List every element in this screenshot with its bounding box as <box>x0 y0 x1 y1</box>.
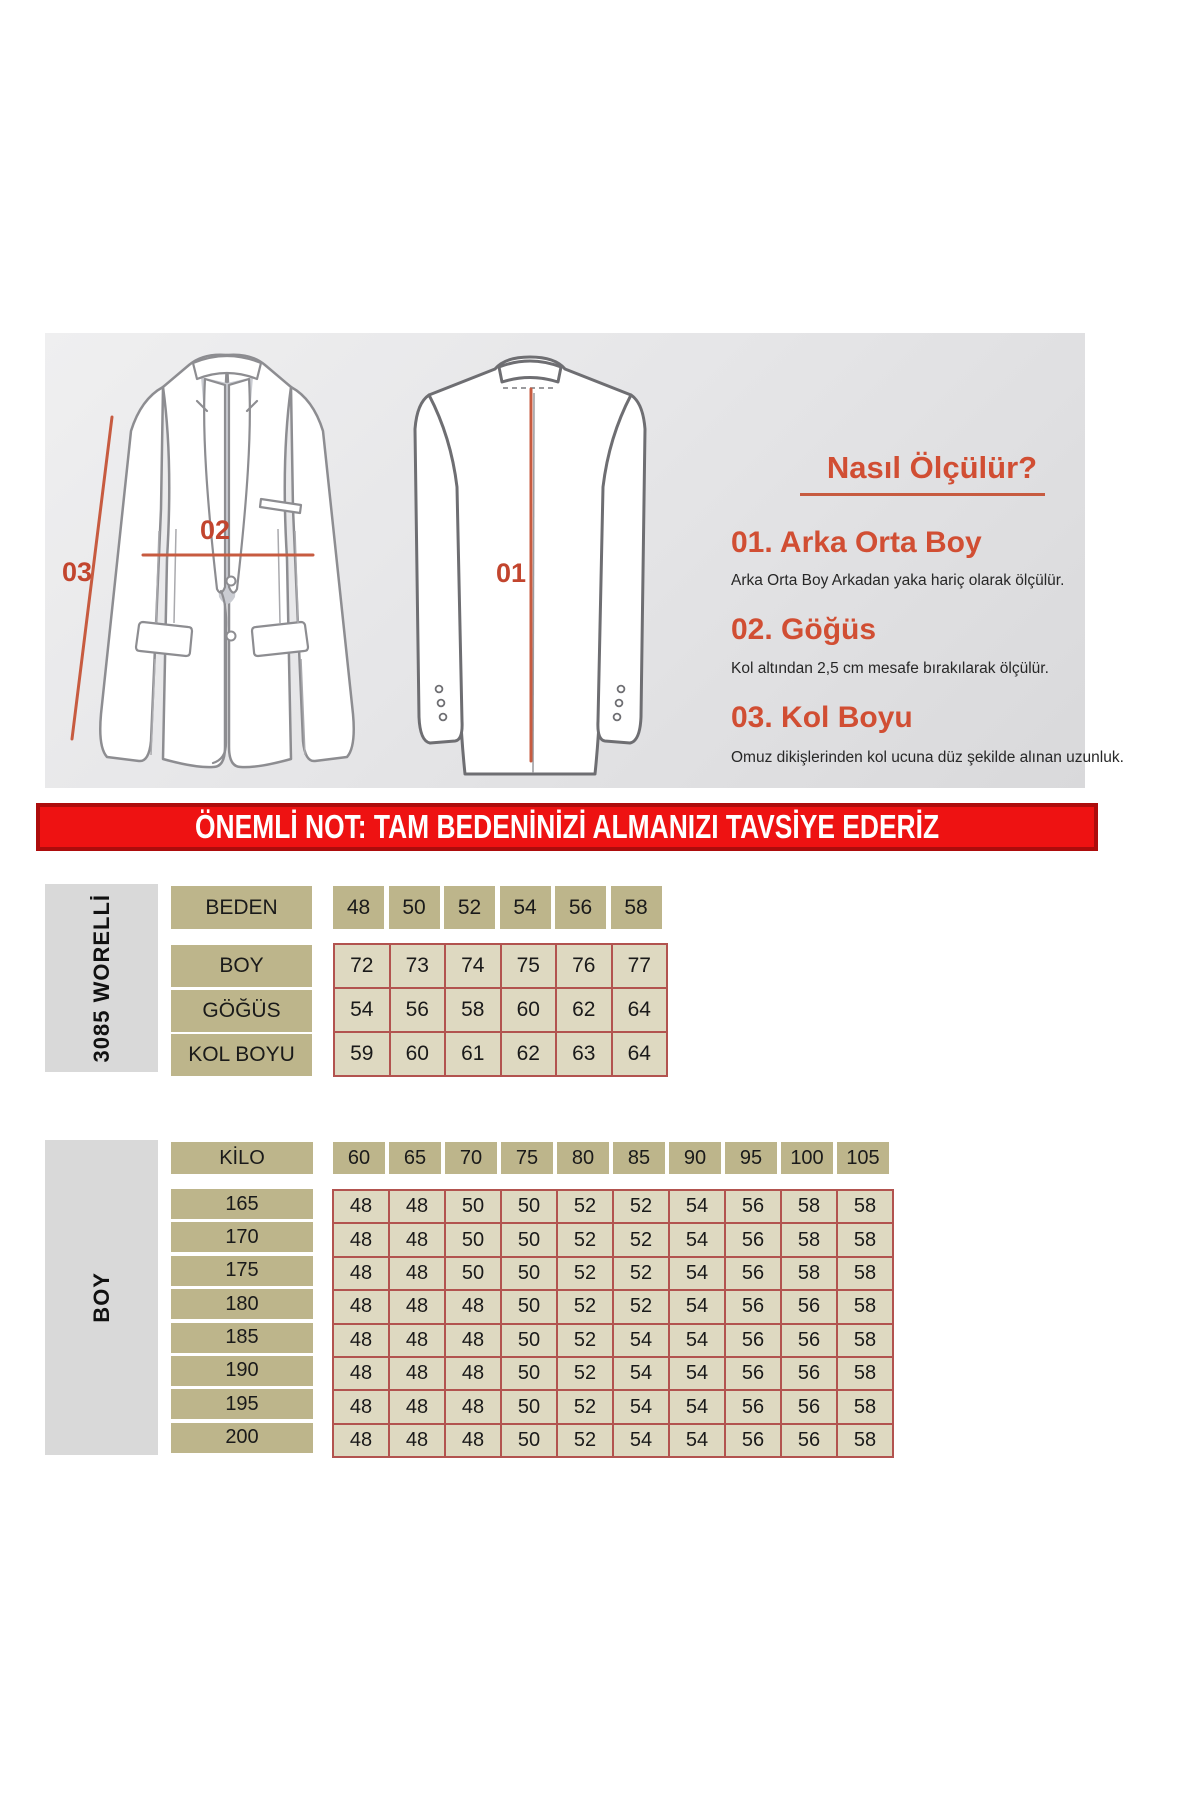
weight-row-label: 180 <box>171 1289 313 1319</box>
size-value-cell: 76 <box>556 944 612 988</box>
weight-value-cell: 58 <box>781 1223 837 1256</box>
weight-header-label: KİLO <box>171 1142 313 1174</box>
weight-value-cell: 58 <box>837 1390 893 1423</box>
weight-value-cell: 56 <box>725 1424 781 1457</box>
size-value-cell: 73 <box>390 944 446 988</box>
weight-value-cell: 56 <box>781 1357 837 1390</box>
weight-value-cell: 48 <box>445 1290 501 1323</box>
weight-value-cell: 48 <box>445 1357 501 1390</box>
weight-value-cell: 56 <box>781 1390 837 1423</box>
weight-value-cell: 52 <box>557 1357 613 1390</box>
weight-value-cell: 54 <box>669 1223 725 1256</box>
back-cuff-button <box>618 686 625 693</box>
weight-header-values <box>333 1142 889 1174</box>
weight-value-cell: 58 <box>837 1324 893 1357</box>
weight-value-cell: 50 <box>501 1324 557 1357</box>
measure-diagram-panel <box>45 333 1124 788</box>
weight-value-cell: 52 <box>557 1324 613 1357</box>
weight-value-cell: 58 <box>837 1190 893 1223</box>
weight-value-cell: 52 <box>613 1257 669 1290</box>
size-value-cell: 58 <box>445 988 501 1032</box>
weight-value-cell: 50 <box>501 1190 557 1223</box>
weight-value-cell: 54 <box>613 1324 669 1357</box>
weight-value-cell: 52 <box>557 1390 613 1423</box>
weight-table-side-box <box>45 1140 158 1455</box>
weight-value-cell: 58 <box>837 1290 893 1323</box>
weight-row-labels <box>171 1189 313 1453</box>
weight-value-cell: 54 <box>669 1390 725 1423</box>
jacket-front-diagram <box>55 339 385 789</box>
size-row-label: KOL BOYU <box>171 1034 312 1076</box>
size-header-cell: 54 <box>500 886 551 929</box>
size-table-side-label: 3085 WORELLİ <box>88 893 114 1063</box>
weight-value-cell: 48 <box>333 1257 389 1290</box>
weight-value-cell: 58 <box>781 1190 837 1223</box>
weight-value-cell: 48 <box>389 1357 445 1390</box>
size-value-cell: 59 <box>334 1032 390 1076</box>
weight-value-cell: 54 <box>669 1190 725 1223</box>
weight-value-cell: 52 <box>613 1223 669 1256</box>
front-button-1 <box>227 577 236 586</box>
size-row-label: BOY <box>171 945 312 987</box>
back-cuff-button <box>616 700 623 707</box>
weight-value-cell: 54 <box>669 1324 725 1357</box>
size-row-label: GÖĞÜS <box>171 990 312 1032</box>
size-header-cell: 56 <box>555 886 606 929</box>
section-heading-gogus: 02. Göğüs <box>731 613 877 646</box>
size-value-cell: 74 <box>445 944 501 988</box>
size-header-cell: 52 <box>444 886 495 929</box>
back-cuff-button <box>438 700 445 707</box>
section-heading-arka-orta-boy: 01. Arka Orta Boy <box>731 526 982 559</box>
back-center-seam <box>533 393 534 773</box>
size-header-values <box>333 886 662 929</box>
weight-value-cell: 56 <box>725 1223 781 1256</box>
back-cuff-button <box>440 714 447 721</box>
back-cuff-button <box>614 714 621 721</box>
weight-value-cell: 48 <box>333 1390 389 1423</box>
weight-value-cell: 50 <box>501 1424 557 1457</box>
weight-row-label: 190 <box>171 1356 313 1386</box>
weight-value-cell: 56 <box>725 1190 781 1223</box>
size-row-labels <box>171 945 312 1076</box>
weight-value-cell: 48 <box>333 1223 389 1256</box>
size-value-cell: 56 <box>390 988 446 1032</box>
size-value-cell: 64 <box>612 1032 668 1076</box>
weight-value-cell: 56 <box>781 1424 837 1457</box>
size-value-cell: 62 <box>501 1032 557 1076</box>
weight-value-cell: 56 <box>725 1290 781 1323</box>
weight-value-cell: 54 <box>669 1424 725 1457</box>
weight-value-cell: 52 <box>557 1257 613 1290</box>
front-pocket-left <box>136 622 192 656</box>
weight-value-cell: 48 <box>389 1390 445 1423</box>
size-header-label: BEDEN <box>171 886 312 929</box>
weight-header-cell: 60 <box>333 1142 385 1174</box>
size-table-side-box <box>45 884 158 1072</box>
weight-row-label: 200 <box>171 1423 313 1453</box>
back-collar <box>499 361 561 382</box>
section-desc-gogus: Kol altından 2,5 cm mesafe bırakılarak ölçülür. <box>731 660 1049 677</box>
weight-value-cell: 50 <box>501 1223 557 1256</box>
size-value-cell: 75 <box>501 944 557 988</box>
size-value-cell: 62 <box>556 988 612 1032</box>
weight-row-label: 195 <box>171 1389 313 1419</box>
weight-header-cell: 95 <box>725 1142 777 1174</box>
weight-value-cell: 56 <box>781 1290 837 1323</box>
size-value-cell: 63 <box>556 1032 612 1076</box>
weight-value-cell: 56 <box>725 1390 781 1423</box>
weight-value-cell: 48 <box>389 1223 445 1256</box>
size-header-cell: 58 <box>611 886 662 929</box>
weight-value-cell: 52 <box>613 1290 669 1323</box>
weight-value-cell: 54 <box>669 1290 725 1323</box>
weight-value-cell: 54 <box>613 1357 669 1390</box>
weight-value-cell: 52 <box>613 1190 669 1223</box>
weight-value-cell: 50 <box>501 1290 557 1323</box>
weight-header-cell: 80 <box>557 1142 609 1174</box>
weight-value-cell: 48 <box>389 1324 445 1357</box>
weight-value-cell: 48 <box>389 1290 445 1323</box>
weight-value-cell: 48 <box>333 1190 389 1223</box>
size-header-cell: 50 <box>389 886 440 929</box>
weight-value-cell: 56 <box>725 1257 781 1290</box>
weight-value-cell: 48 <box>333 1424 389 1457</box>
weight-value-cell: 52 <box>557 1290 613 1323</box>
title-underline <box>800 493 1045 496</box>
weight-value-cell: 56 <box>725 1357 781 1390</box>
weight-value-cell: 48 <box>389 1424 445 1457</box>
howto-title: Nasıl Ölçülür? <box>826 450 1038 485</box>
weight-value-cell: 54 <box>669 1257 725 1290</box>
front-pocket-right <box>252 622 308 656</box>
size-value-cell: 77 <box>612 944 668 988</box>
howto-block <box>731 431 1124 787</box>
size-header-cell: 48 <box>333 886 384 929</box>
weight-value-cell: 52 <box>557 1424 613 1457</box>
size-grid <box>333 943 668 1077</box>
important-note-banner <box>36 803 1098 851</box>
weight-value-cell: 52 <box>557 1190 613 1223</box>
important-note-text: ÖNEMLİ NOT: TAM BEDENİNİZİ ALMANIZI TAVSİYE EDERİZ <box>194 808 940 845</box>
weight-value-cell: 58 <box>837 1357 893 1390</box>
weight-value-cell: 58 <box>837 1223 893 1256</box>
weight-value-cell: 54 <box>613 1390 669 1423</box>
weight-value-cell: 48 <box>389 1257 445 1290</box>
weight-value-cell: 52 <box>557 1223 613 1256</box>
section-heading-kol-boyu: 03. Kol Boyu <box>731 701 913 734</box>
weight-row-label: 175 <box>171 1256 313 1286</box>
weight-header-cell: 100 <box>781 1142 833 1174</box>
weight-header-cell: 85 <box>613 1142 665 1174</box>
weight-value-cell: 50 <box>501 1390 557 1423</box>
measure-label-02: 02 <box>199 515 231 545</box>
weight-header-cell: 65 <box>389 1142 441 1174</box>
weight-row-label: 170 <box>171 1222 313 1252</box>
weight-value-cell: 48 <box>445 1424 501 1457</box>
weight-value-cell: 54 <box>669 1357 725 1390</box>
weight-value-cell: 50 <box>501 1357 557 1390</box>
size-value-cell: 60 <box>501 988 557 1032</box>
size-value-cell: 72 <box>334 944 390 988</box>
weight-row-label: 185 <box>171 1323 313 1353</box>
front-button-2 <box>227 632 236 641</box>
weight-value-cell: 48 <box>389 1190 445 1223</box>
weight-value-cell: 50 <box>445 1223 501 1256</box>
section-desc-kol-boyu: Omuz dikişlerinden kol ucuna düz şekilde alınan uzunluk. <box>731 749 1124 766</box>
weight-value-cell: 48 <box>333 1324 389 1357</box>
size-value-cell: 60 <box>390 1032 446 1076</box>
weight-header-cell: 90 <box>669 1142 721 1174</box>
weight-header-cell: 70 <box>445 1142 497 1174</box>
weight-header-cell: 105 <box>837 1142 889 1174</box>
weight-value-cell: 56 <box>725 1324 781 1357</box>
jacket-back-diagram <box>395 337 685 787</box>
weight-value-cell: 50 <box>445 1257 501 1290</box>
weight-header-cell: 75 <box>501 1142 553 1174</box>
weight-grid <box>332 1189 894 1458</box>
weight-value-cell: 54 <box>613 1424 669 1457</box>
measure-label-01: 01 <box>495 558 527 588</box>
weight-value-cell: 48 <box>445 1390 501 1423</box>
size-value-cell: 61 <box>445 1032 501 1076</box>
measure-label-03: 03 <box>61 557 93 587</box>
weight-value-cell: 48 <box>445 1324 501 1357</box>
weight-value-cell: 58 <box>837 1424 893 1457</box>
section-desc-arka-orta-boy: Arka Orta Boy Arkadan yaka hariç olarak ölçülür. <box>731 572 1065 589</box>
weight-value-cell: 48 <box>333 1357 389 1390</box>
weight-table-side-label: BOY <box>88 1272 114 1323</box>
weight-row-label: 165 <box>171 1189 313 1219</box>
size-value-cell: 64 <box>612 988 668 1032</box>
weight-value-cell: 50 <box>501 1257 557 1290</box>
weight-value-cell: 56 <box>781 1324 837 1357</box>
size-value-cell: 54 <box>334 988 390 1032</box>
back-cuff-button <box>436 686 443 693</box>
weight-value-cell: 58 <box>781 1257 837 1290</box>
weight-value-cell: 48 <box>333 1290 389 1323</box>
weight-value-cell: 50 <box>445 1190 501 1223</box>
front-right-sleeve <box>291 387 354 761</box>
weight-value-cell: 58 <box>837 1257 893 1290</box>
